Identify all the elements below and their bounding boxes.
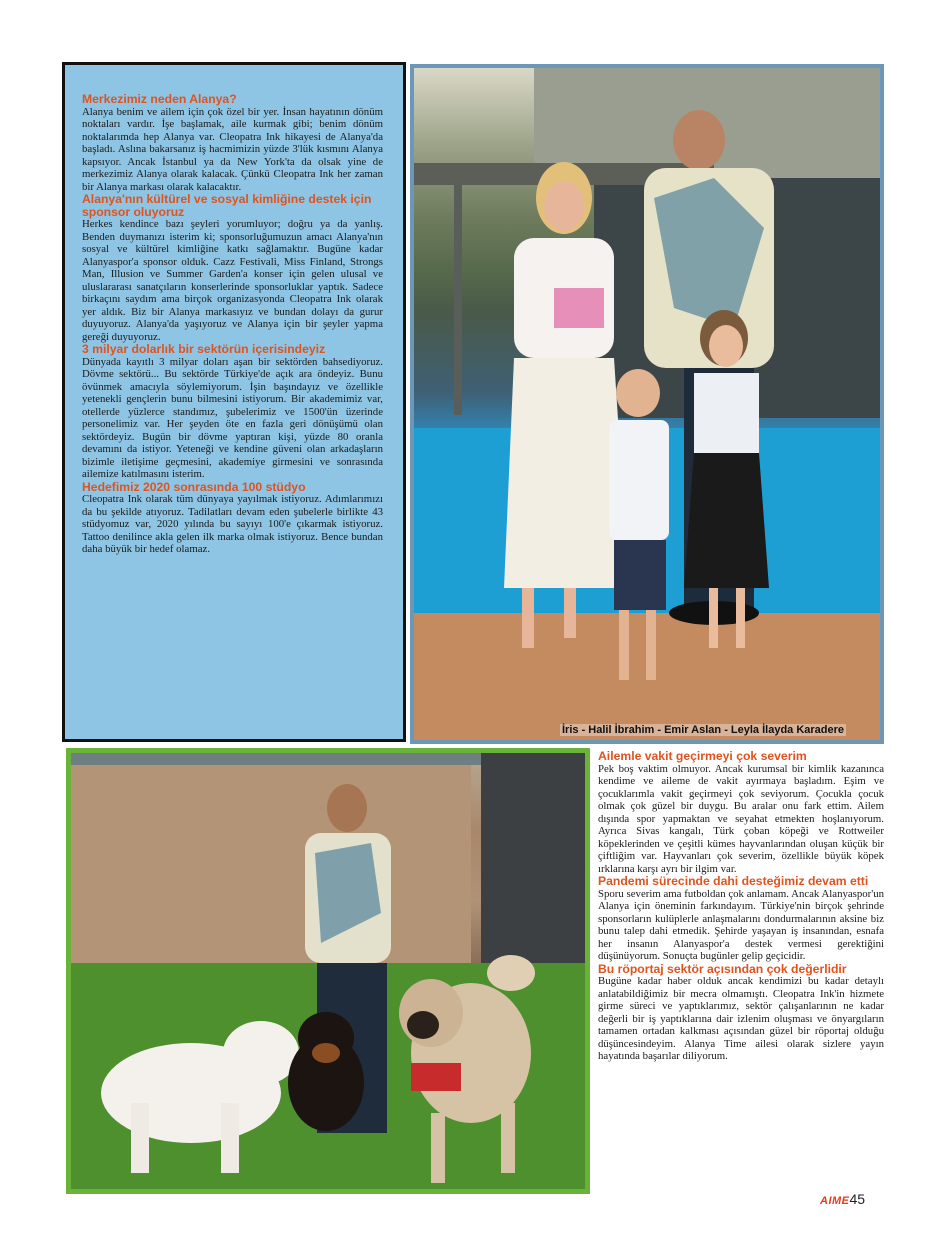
family-photo-illustration [414, 68, 880, 740]
left-text-box [62, 62, 406, 742]
section-heading: Pandemi sürecinde dahi desteğimiz devam etti [598, 874, 869, 888]
page-number: 45 [849, 1191, 866, 1207]
section-body: Sporu severim ama futboldan çok anlamam. Ancak Alanyaspor'un Alanya için öneminin farkındayım. Türkiye'nin birçok şehrinde sponsorların kulüplerle anlaşmalarını dondurmalarının aksine biz bunu talep dahi etmedik. Şehirde yaşayan iş insanından, esnafa her insanın Alanyaspor'a destek vermesi gerektiğini düşünüyorum. Sonuçta bugünler gelip geçicidir. [598, 887, 884, 962]
family-photo [410, 64, 884, 744]
dogs-photo-illustration [71, 753, 585, 1189]
section-sector [82, 343, 383, 481]
section-heading: Ailemle vakit geçirmeyi çok severim [598, 749, 807, 763]
magazine-logo: AIME [820, 1195, 850, 1207]
section-sponsorship [82, 193, 383, 343]
section-heading: Hedefimiz 2020 sonrasında 100 stüdyo [82, 479, 306, 494]
section-goal [82, 481, 383, 556]
page-footer [820, 1191, 865, 1207]
section-body: Pek boş vaktim olmuyor. Ancak kurumsal bir kimlik kazanınca kendime ve aileme de vakit ayırmaya başladım. Eşim ve çocuklarımla vakit geçirmeyi çok seviyorum. Çocukla çocuk olmak çok güzel bir duygu. Bu aralar onu fark ettim. Ailem dışında spor yapmaktan ve seyahat etmekten hoşlanıyorum. Ayrıca Sivas kangalı, Türk çoban köpeği ve Rottweiler köpeklerinden ve çeşitli kümes hayvanlarından oluşan küçük bir çiftliğim var. Hayvanları çok severim, özellikle büyük köpek ırklarına karşı ayrı bir ilgim var. [598, 762, 884, 875]
section-heading: Alanya'nın kültürel ve sosyal kimliğine destek için sponsor oluyoruz [82, 192, 372, 219]
section-body: Herkes kendince bazı şeyleri yorumluyor; doğru ya da yanlış. Benden duymanızı isterim ki; sponsorluğumuzun amacı Alanya'nın sosyal ve kültürel kimliğine katkı sağlamaktır. Bugüne kadar Alanyaspor'a sponsor olduk. Cazz Festivali, Miss Finland, Strongs Man, Illusion ve Summer Garden'a konser için gelen ulusal ve uluslararası sanatçıların konserlerinde sponsorluklar yaptık. Sadece birkaçını saydım ama birçok organizasyonda Cleopatra Ink olarak yer aldık. Biz bir Alanya markasıyız ve bundan dolayı da gurur duyuyoruz. Alanya'da yaşıyoruz ve Alanya için bir şeyler yapma gereği duyuyoruz. [82, 218, 383, 343]
section-heading: Merkezimiz neden Alanya? [82, 92, 237, 106]
dogs-photo [66, 748, 590, 1194]
section-body: Cleopatra Ink olarak tüm dünyaya yayılmak istiyoruz. Adımlarımızı da bu şekilde atıyoruz. Tadilatları devam eden şubelerle birlikte 43 stüdyomuz var, 2020 yılında bu sayıyı 100'e çıkarmak istiyoruz. Tattoo denilince akla gelen ilk marka olmak istiyoruz. Bence bundan daha büyük bir hedef olamaz. [82, 493, 383, 555]
section-family [598, 750, 884, 875]
section-body: Bugüne kadar haber olduk ancak kendimizi bu kadar detaylı anlatabildiğimiz bir mecra olmamıştı. Cleopatra Ink'in hizmete girme süreci ve yaptıklarımız, sektör çalışanlarının ne kadar değerli bir iş yaptıklarına dair izlenim oluşması ve önyargıların tamamen ortadan kalkması açısından güzel bir röportaj olduğu düşüncesindeyim. Alanya Time ailesi olarak sizlere yayın hayatında başarılar diliyorum. [598, 975, 884, 1062]
section-heading: 3 milyar dolarlık bir sektörün içerisindeyiz [82, 342, 326, 356]
section-interview [598, 963, 884, 1063]
section-body: Dünyada kayıtlı 3 milyar doları aşan bir sektörden bahsediyoruz. Dövme sektörü... Bu sektörde Türkiye'de açık ara öndeyiz. Bunu övünmek amacıyla söylemiyorum. İşin başındayız ve özellikle yetenekli gençlerin bunu bilmesini istiyorum. Bir akademimiz var, otellerde yüzlerce standımız, şubelerimiz ve 1500'ün üzerinde personelimiz var. Her şeyden öte en fazla geri dönüşümü olan sektördeyiz. Bugün bir dövme yaptıran kişi, yüzde 80 oranla devamını da istiyor. Yeteneği ve kendine güveni olan arkadaşların bizimle iletişime geçmesini, akademiye girmesini ve sonrasında ailemize katılmasını isterim. [82, 355, 383, 480]
section-alanya-center [82, 93, 383, 193]
photo-caption: İris - Halil İbrahim - Emir Aslan - Leyla İlayda Karadere [562, 724, 845, 736]
section-heading: Bu röportaj sektör açısından çok değerlidir [598, 961, 847, 976]
section-pandemic [598, 875, 884, 963]
right-text-column [598, 750, 884, 1063]
section-body: Alanya benim ve ailem için çok özel bir yer. İnsan hayatının dönüm noktaları vardır. İşe başlamak, aile kurmak gibi; benim dönüm noktalarımda hep Alanya var. Cleopatra Ink hikayesi de Alanya'da başladı. Aslına bakarsanız iş hacmimizin yüzde 3'lük kısmını Alanya kapsıyor. Ancak İstanbul ya da New York'ta da olsak yine de merkezimiz Alanya olarak kalacak. Çünkü Cleopatra Ink her zaman bir Alanya markası olarak kalacaktır. [82, 105, 383, 193]
